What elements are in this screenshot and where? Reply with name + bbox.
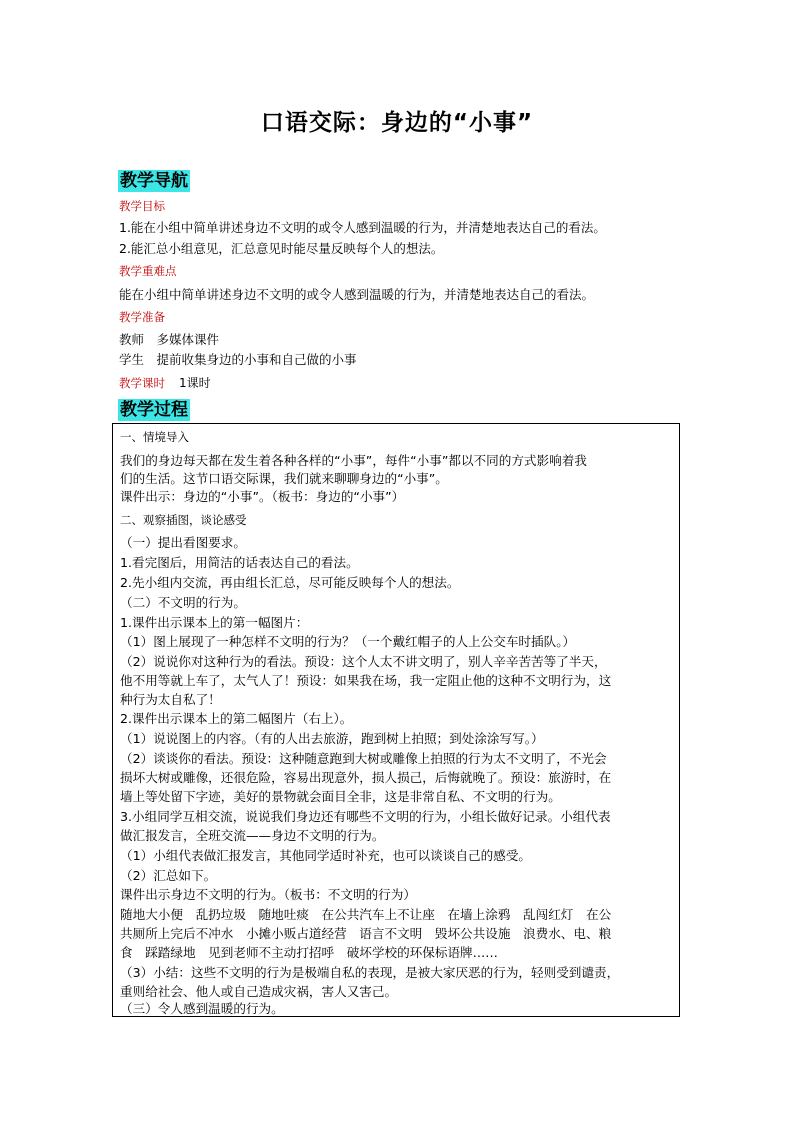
process-line: 课件出示身边不文明的行为。（板书：不文明的行为） (120, 887, 416, 902)
process-line: 随地大小便 乱扔垃圾 随地吐痰 在公共汽车上不让座 在墙上涂鸦 乱闯红灯 在公 (120, 907, 612, 922)
process-line: 二、观察插图，谈论感受 (120, 513, 247, 527)
process-line: 墙上等处留下字迹，美好的景物就会面目全非，这是非常自私、不文明的行为。 (120, 789, 561, 804)
preparation-label: 教学准备 (119, 310, 165, 324)
process-box (112, 423, 680, 1017)
preparation-item: 教师 多媒体课件 (119, 332, 220, 347)
process-line: 做汇报发言，全班交流——身边不文明的行为。 (120, 828, 385, 843)
preparation-item: 学生 提前收集身边的小事和自己做的小事 (119, 352, 357, 367)
process-line: （三）令人感到温暖的行为。 (120, 1001, 284, 1016)
process-line: 1.课件出示课本上的第一幅图片： (120, 615, 309, 630)
goal-item: 2.能汇总小组意见，汇总意见时能尽量反映每个人的想法。 (119, 241, 444, 256)
process-line: 共厕所上完后不冲水 小摊小贩占道经营 语言不文明 毁坏公共设施 浪费水、电、粮 (120, 926, 612, 941)
period-row (119, 376, 211, 390)
process-line: 1.看完图后，用简洁的话表达自己的看法。 (120, 555, 359, 570)
process-line: （1）图上展现了一种怎样不文明的行为？（一个戴红帽子的人上公交车时插队。） (120, 634, 576, 649)
key-points-label: 教学重难点 (119, 264, 177, 278)
key-points-text: 能在小组中简单讲述身边不文明的或令人感到温暖的行为，并清楚地表达自己的看法。 (119, 287, 595, 302)
process-line: （二）不文明的行为。 (120, 595, 246, 610)
process-line: 课件出示：身边的“小事”。（板书：身边的“小事”） (120, 489, 405, 504)
period-value: 1课时 (179, 376, 211, 390)
process-line: 们的生活。这节口语交际课，我们就来聊聊身边的“小事”。 (120, 471, 448, 486)
process-line: 种行为太自私了！ (120, 692, 221, 707)
process-line: （1）小组代表做汇报发言，其他同学适时补充，也可以谈谈自己的感受。 (120, 848, 532, 863)
process-line: 损坏大树或雕像，还很危险，容易出现意外，损人损己，后悔就晚了。预设：旅游时，在 (120, 770, 612, 785)
process-line: （一）提出看图要求。 (120, 535, 246, 550)
process-line: （1）说说图上的内容。（有的人出去旅游，跑到树上拍照；到处涂涂写写。） (120, 731, 544, 746)
process-line: 3.小组同学互相交流，说说我们身边还有哪些不文明的行为，小组长做好记录。小组代表 (120, 809, 611, 824)
process-line: 重则给社会、他人或自己造成灾祸，害人又害己。 (120, 984, 398, 999)
process-line: （3）小结：这些不文明的行为是极端自私的表现，是被大家厌恶的行为，轻则受到谴责， (120, 965, 620, 980)
process-line: 他不用等就上车了，太气人了！预设：如果我在场，我一定阻止他的这种不文明行为，这 (120, 673, 612, 688)
process-line: （2）谈谈你的看法。预设：这种随意跑到大树或雕像上拍照的行为太不文明了，不光会 (120, 751, 607, 766)
process-line: （2）说说你对这种行为的看法。预设：这个人太不讲文明了，别人辛辛苦苦等了半天， (120, 654, 607, 669)
process-line: 食 踩踏绿地 见到老师不主动打招呼 破坏学校的环保标语牌…… (120, 945, 498, 960)
page-title: 口语交际：身边的“小事” (260, 110, 534, 136)
process-line: 2.先小组内交流，再由组长汇总，尽可能反映每个人的想法。 (120, 575, 460, 590)
process-line: 2.课件出示课本上的第二幅图片（右上）。 (120, 711, 353, 726)
process-line: （2）汇总如下。 (120, 868, 217, 883)
process-line: 一、情境导入 (120, 430, 189, 444)
process-line: 我们的身边每天都在发生着各种各样的“小事”，每件“小事”都以不同的方式影响着我 (120, 453, 587, 468)
nav-heading: 教学导航 (120, 171, 188, 191)
goal-item: 1.能在小组中简单讲述身边不文明的或令人感到温暖的行为，并清楚地表达自己的看法。 (119, 220, 606, 235)
goals-label: 教学目标 (119, 199, 165, 213)
period-label: 教学课时 (119, 376, 165, 390)
process-heading: 教学过程 (120, 400, 188, 420)
